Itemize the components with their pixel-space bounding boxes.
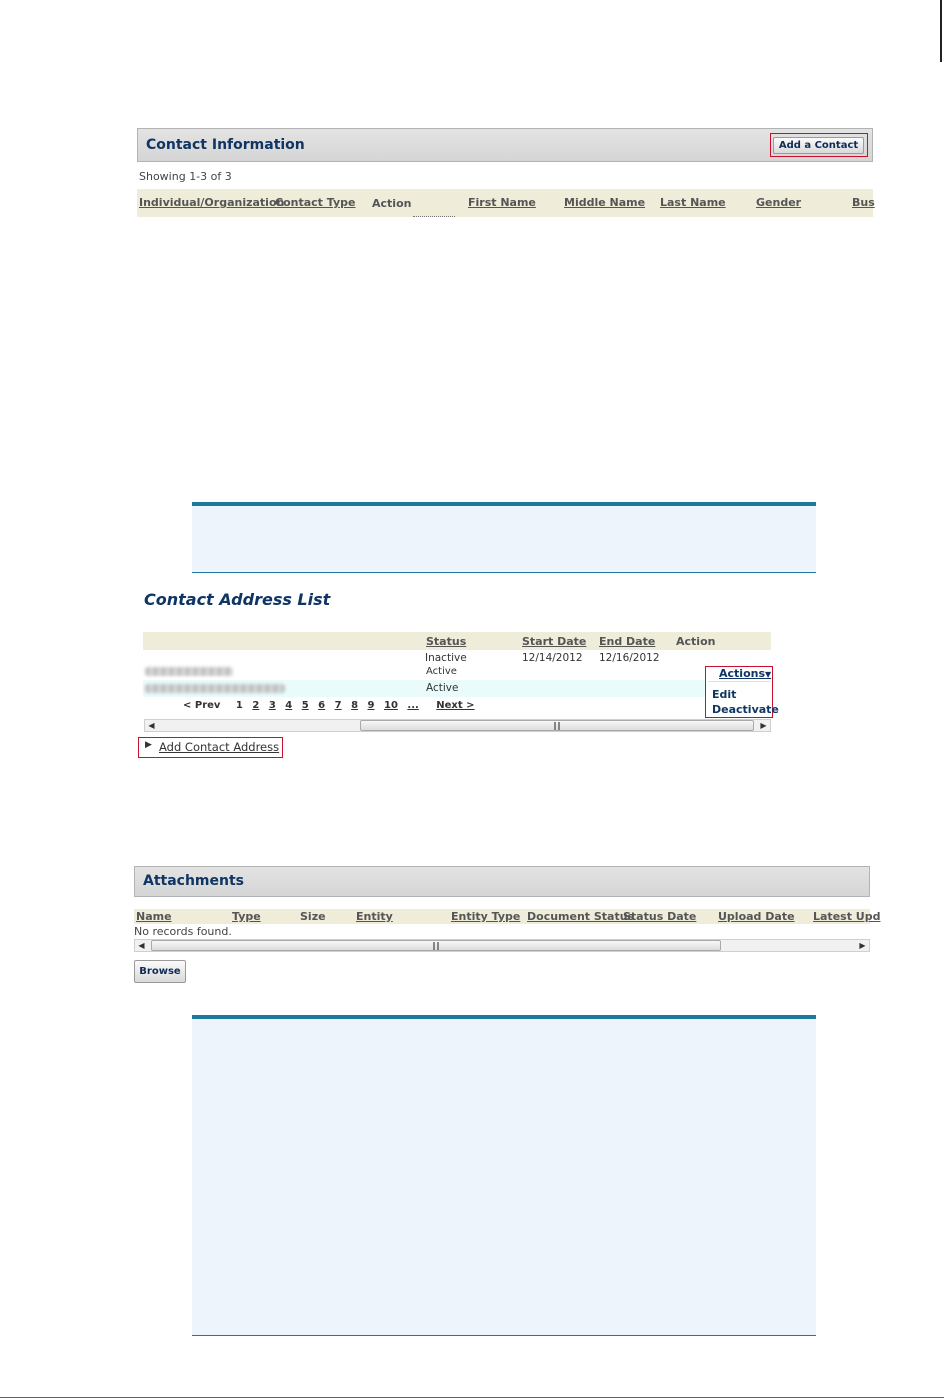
col-att-entity[interactable]: Entity: [356, 910, 393, 923]
pager-page-6[interactable]: 6: [318, 700, 326, 711]
info-box-bottom: [192, 1015, 816, 1336]
actions-label: Actions: [719, 667, 765, 680]
col-att-type[interactable]: Type: [232, 910, 261, 923]
scroll-left-icon[interactable]: ◀: [148, 721, 155, 730]
col-start-date[interactable]: Start Date: [522, 635, 587, 648]
scroll-left-icon[interactable]: ◀: [138, 941, 145, 950]
browse-button[interactable]: Browse: [134, 960, 186, 983]
actions-dropdown-menu: [705, 666, 779, 718]
scroll-right-icon[interactable]: ▶: [760, 721, 767, 730]
address-redacted-1: [145, 667, 233, 676]
scroll-right-icon[interactable]: ▶: [859, 941, 866, 950]
col-last-name[interactable]: Last Name: [660, 196, 726, 209]
contact-address-list-title: Contact Address List: [144, 590, 331, 609]
pagination: [183, 700, 481, 711]
page-bottom-rule: [0, 1397, 944, 1398]
row1-start-date: 12/14/2012: [522, 652, 583, 664]
col-att-entity-type[interactable]: Entity Type: [451, 910, 521, 923]
attachments-header: [134, 866, 870, 897]
col-status[interactable]: Status: [426, 635, 467, 648]
col-address-action: Action: [676, 635, 716, 648]
pager-page-1: 1: [235, 700, 243, 711]
col-first-name[interactable]: First Name: [468, 196, 536, 209]
pager-page-9[interactable]: 9: [367, 700, 375, 711]
col-att-latest-update[interactable]: Latest Upd: [813, 910, 881, 923]
page-edge-mark: [940, 0, 942, 62]
add-contact-button[interactable]: Add a Contact: [773, 137, 864, 154]
col-att-size: Size: [300, 910, 326, 923]
contact-info-title: Contact Information: [146, 137, 305, 153]
row1-status: Inactive: [425, 652, 467, 664]
col-att-document-status[interactable]: Document Status: [527, 910, 635, 923]
pager-page-3[interactable]: 3: [268, 700, 276, 711]
address-horizontal-scrollbar[interactable]: [144, 719, 771, 732]
col-individual-organization[interactable]: Individual/Organization: [139, 196, 285, 209]
actions-menu-divider: [708, 681, 770, 682]
col-bus[interactable]: Bus: [852, 196, 875, 209]
pager-next[interactable]: Next >: [436, 700, 475, 711]
address-redacted-2: [145, 684, 285, 693]
scroll-thumb[interactable]: ‖‖: [151, 940, 721, 951]
pager-page-7[interactable]: 7: [334, 700, 342, 711]
actions-trigger[interactable]: [719, 667, 771, 680]
pager-ellipsis[interactable]: ...: [407, 700, 419, 711]
col-contact-type[interactable]: Contact Type: [275, 196, 356, 209]
chevron-down-icon: ▼: [765, 670, 772, 679]
pager-page-4[interactable]: 4: [285, 700, 293, 711]
pager-page-5[interactable]: 5: [301, 700, 309, 711]
col-action: Action: [372, 197, 412, 210]
col-middle-name[interactable]: Middle Name: [564, 196, 646, 209]
dotted-marker: [413, 216, 455, 217]
showing-count: Showing 1-3 of 3: [139, 170, 232, 183]
row1-end-date: 12/16/2012: [599, 652, 660, 664]
menu-edit[interactable]: Edit: [712, 688, 737, 701]
no-records-text: No records found.: [134, 925, 232, 938]
row2-status: Active: [426, 682, 459, 694]
add-contact-address-link[interactable]: Add Contact Address: [159, 740, 280, 754]
menu-deactivate[interactable]: Deactivate: [712, 703, 779, 716]
expand-arrow-icon[interactable]: ▶: [145, 740, 152, 750]
row1-status-2: Active: [426, 666, 457, 677]
col-gender[interactable]: Gender: [756, 196, 802, 209]
col-att-name[interactable]: Name: [136, 910, 172, 923]
col-end-date[interactable]: End Date: [599, 635, 656, 648]
info-box-top: [192, 502, 816, 573]
attachments-horizontal-scrollbar[interactable]: [134, 939, 870, 952]
pager-page-2[interactable]: 2: [252, 700, 260, 711]
col-att-upload-date[interactable]: Upload Date: [718, 910, 795, 923]
pager-prev[interactable]: < Prev: [183, 700, 221, 711]
scroll-thumb[interactable]: ‖‖: [360, 720, 754, 731]
pager-page-10[interactable]: 10: [383, 700, 398, 711]
attachments-title: Attachments: [143, 873, 245, 889]
pager-page-8[interactable]: 8: [351, 700, 359, 711]
col-att-status-date[interactable]: Status Date: [623, 910, 697, 923]
